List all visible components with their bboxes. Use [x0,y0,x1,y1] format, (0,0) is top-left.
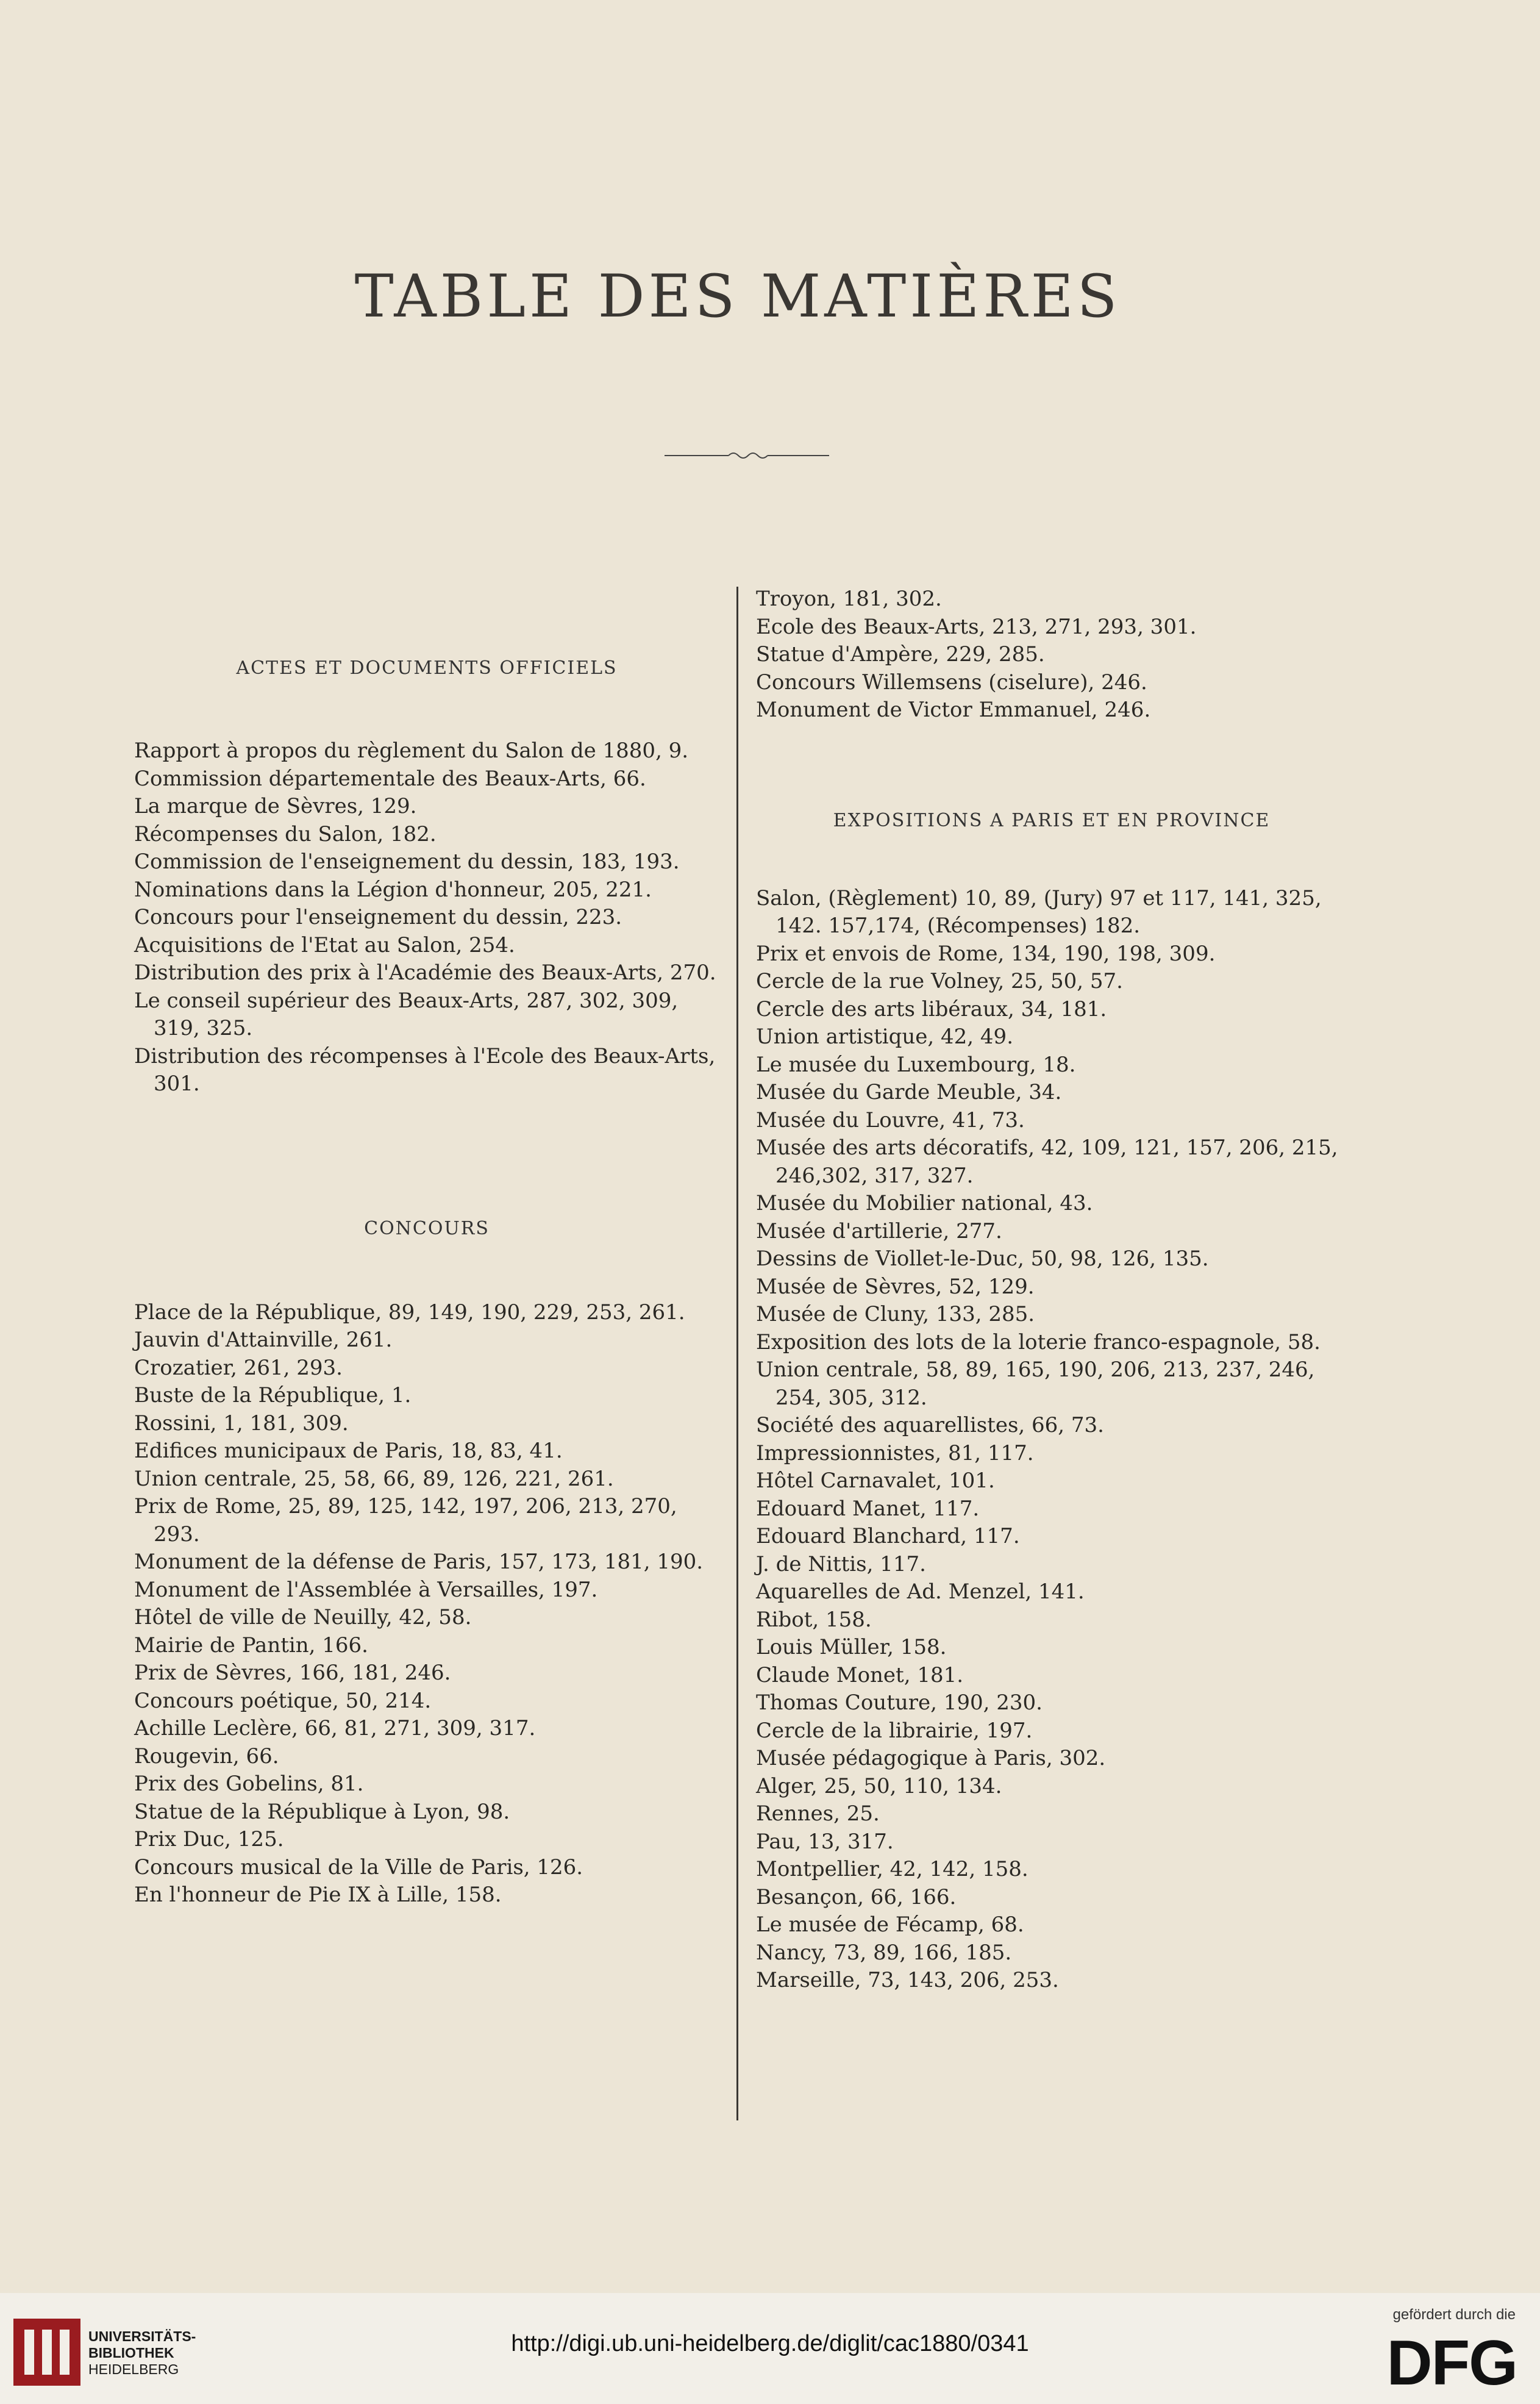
index-entry: Statue de la République à Lyon, 98. [134,1799,510,1824]
index-entry: Récompenses du Salon, 182. [134,821,437,846]
index-entry: Le conseil supérieur des Beaux-Arts, 287, 302, 309, 319, 325. [134,988,679,1040]
index-entry: Monument de Victor Emmanuel, 246. [756,698,1151,722]
index-entry: Crozatier, 261, 293. [134,1355,343,1380]
index-entry: Rapport à propos du règlement du Salon de 1880, 9. [134,739,689,763]
index-entry: Marseille, 73, 143, 206, 253. [756,1968,1059,1992]
index-entry: En l'honneur de Pie IX à Lille, 158. [134,1883,502,1907]
section-heading-expositions: EXPOSITIONS A PARIS ET EN PROVINCE [833,809,1271,831]
index-entry: La marque de Sèvres, 129. [134,794,417,818]
index-entry: Concours poétique, 50, 214. [134,1688,432,1713]
library-name-line1: UNIVERSITÄTS- [88,2328,196,2344]
index-entry: Montpellier, 42, 142, 158. [756,1857,1028,1881]
index-entry: Concours Willemsens (ciselure), 246. [756,670,1147,695]
index-entry: Edifices municipaux de Paris, 18, 83, 41. [134,1439,563,1463]
index-entry: Prix de Rome, 25, 89, 125, 142, 197, 206, 213, 270, 293. [134,1494,677,1547]
index-entry: Nominations dans la Légion d'honneur, 205, 221. [134,877,652,902]
index-entry: Musée pédagogique à Paris, 302. [756,1746,1106,1770]
index-entry: Statue d'Ampère, 229, 285. [756,642,1045,667]
index-entry: Le musée du Luxembourg, 18. [756,1052,1076,1077]
index-entry: Rossini, 1, 181, 309. [134,1411,349,1436]
index-entry: Cercle de la rue Volney, 25, 50, 57. [756,969,1123,993]
index-entry: Pau, 13, 317. [756,1829,894,1854]
index-entry: J. de Nittis, 117. [756,1551,926,1576]
index-entry: Acquisitions de l'Etat au Salon, 254. [134,932,515,957]
index-entry: Aquarelles de Ad. Menzel, 141. [756,1579,1085,1604]
index-entry: Union centrale, 25, 58, 66, 89, 126, 221, 261. [134,1466,614,1491]
index-entry: Prix et envois de Rome, 134, 190, 198, 309. [756,941,1216,966]
library-name-line2: BIBLIOTHEK [88,2345,174,2361]
index-entry: Ribot, 158. [756,1607,872,1632]
index-entry: Edouard Manet, 117. [756,1496,980,1521]
index-entry: Monument de l'Assemblée à Versailles, 197. [134,1577,598,1602]
section-actes-entries [134,737,719,1098]
section-heading-actes: ACTES ET DOCUMENTS OFFICIELS [236,657,618,679]
index-entry: Commission de l'enseignement du dessin, 183, 193. [134,850,680,874]
index-entry: Mairie de Pantin, 166. [134,1633,368,1658]
index-entry: Union artistique, 42, 49. [756,1025,1013,1049]
index-entry: Rennes, 25. [756,1801,880,1826]
index-entry: Prix des Gobelins, 81. [134,1772,364,1796]
left-column [134,585,719,1909]
index-entry: Musée du Louvre, 41, 73. [756,1107,1025,1132]
index-entry: Exposition des lots de la loterie franco-espagnole, 58. [756,1329,1321,1354]
index-entry: Société des aquarellistes, 66, 73. [756,1413,1104,1437]
index-entry: Musée du Mobilier national, 43. [756,1191,1093,1215]
index-entry: Besançon, 66, 166. [756,1884,957,1909]
index-entry: Dessins de Viollet-le-Duc, 50, 98, 126, 135. [756,1247,1209,1271]
index-entry: Nancy, 73, 89, 166, 185. [756,1940,1012,1965]
index-entry: Monument de la défense de Paris, 157, 173, 181, 190. [134,1550,704,1574]
sponsor-caption: gefördert durch die [1392,2306,1516,2323]
index-entry: Musée de Cluny, 133, 285. [756,1302,1035,1326]
footer-bar [0,2293,1540,2404]
index-entry: Prix de Sèvres, 166, 181, 246. [134,1661,451,1685]
index-entry: Jauvin d'Attainville, 261. [134,1328,393,1352]
index-entry: Troyon, 181, 302. [756,587,942,611]
ornament-divider [665,448,829,463]
section-concours-entries [134,1299,719,1909]
index-entry: Distribution des récompenses à l'Ecole des Beaux-Arts, 301. [134,1043,716,1096]
index-entry: Le musée de Fécamp, 68. [756,1912,1024,1937]
index-entry: Musée du Garde Meuble, 34. [756,1080,1062,1104]
index-entry: Hôtel de ville de Neuilly, 42, 58. [134,1605,472,1629]
index-entry: Thomas Couture, 190, 230. [756,1690,1043,1715]
index-entry: Musée d'artillerie, 277. [756,1218,1002,1243]
index-entry: Distribution des prix à l'Académie des Beaux-Arts, 270. [134,961,716,985]
index-entry: Ecole des Beaux-Arts, 213, 271, 293, 301. [756,614,1197,639]
index-entry: Achille Leclère, 66, 81, 271, 309, 317. [134,1716,536,1740]
index-entry: Hôtel Carnavalet, 101. [756,1469,995,1493]
dfg-logo: DFG [1386,2328,1517,2399]
index-entry: Salon, (Règlement) 10, 89, (Jury) 97 et 117, 141, 325, 142. 157,174, (Récompenses) 182. [756,885,1322,938]
index-entry: Place de la République, 89, 149, 190, 229, 253, 261. [134,1300,685,1325]
index-entry: Prix Duc, 125. [134,1827,284,1851]
index-entry: Concours pour l'enseignement du dessin, 223. [134,905,622,929]
index-entry: Edouard Blanchard, 117. [756,1524,1020,1548]
index-entry: Rougevin, 66. [134,1744,279,1769]
index-entry: Alger, 25, 50, 110, 134. [756,1773,1002,1798]
library-name-line3: HEIDELBERG [88,2361,179,2377]
index-entry: Cercle de la librairie, 197. [756,1718,1033,1743]
index-entry: Musée de Sèvres, 52, 129. [756,1274,1035,1299]
section-heading-concours: CONCOURS [364,1217,490,1239]
right-column [756,585,1347,1995]
index-entry: Impressionnistes, 81, 117. [756,1440,1034,1465]
index-entry: Cercle des arts libéraux, 34, 181. [756,996,1107,1021]
column-divider [736,587,738,2120]
index-entry: Musée des arts décoratifs, 42, 109, 121, 157, 206, 215, 246,302, 317, 327. [756,1136,1338,1188]
page-title: TABLE DES MATIÈRES [354,262,1121,331]
index-entry: Concours musical de la Ville de Paris, 126. [134,1855,583,1880]
index-entry: Buste de la République, 1. [134,1383,412,1408]
section-expositions-entries [756,885,1347,1995]
index-entry: Commission départementale des Beaux-Arts, 66. [134,766,646,791]
index-entry: Louis Müller, 158. [756,1635,947,1659]
source-url-link[interactable]: http://digi.ub.uni-heidelberg.de/diglit/cac1880/0341 [511,2331,1029,2356]
index-entry: Union centrale, 58, 89, 165, 190, 206, 213, 237, 246, 254, 305, 312. [756,1358,1315,1410]
index-entry: Claude Monet, 181. [756,1662,964,1687]
continued-entries [756,585,1347,724]
